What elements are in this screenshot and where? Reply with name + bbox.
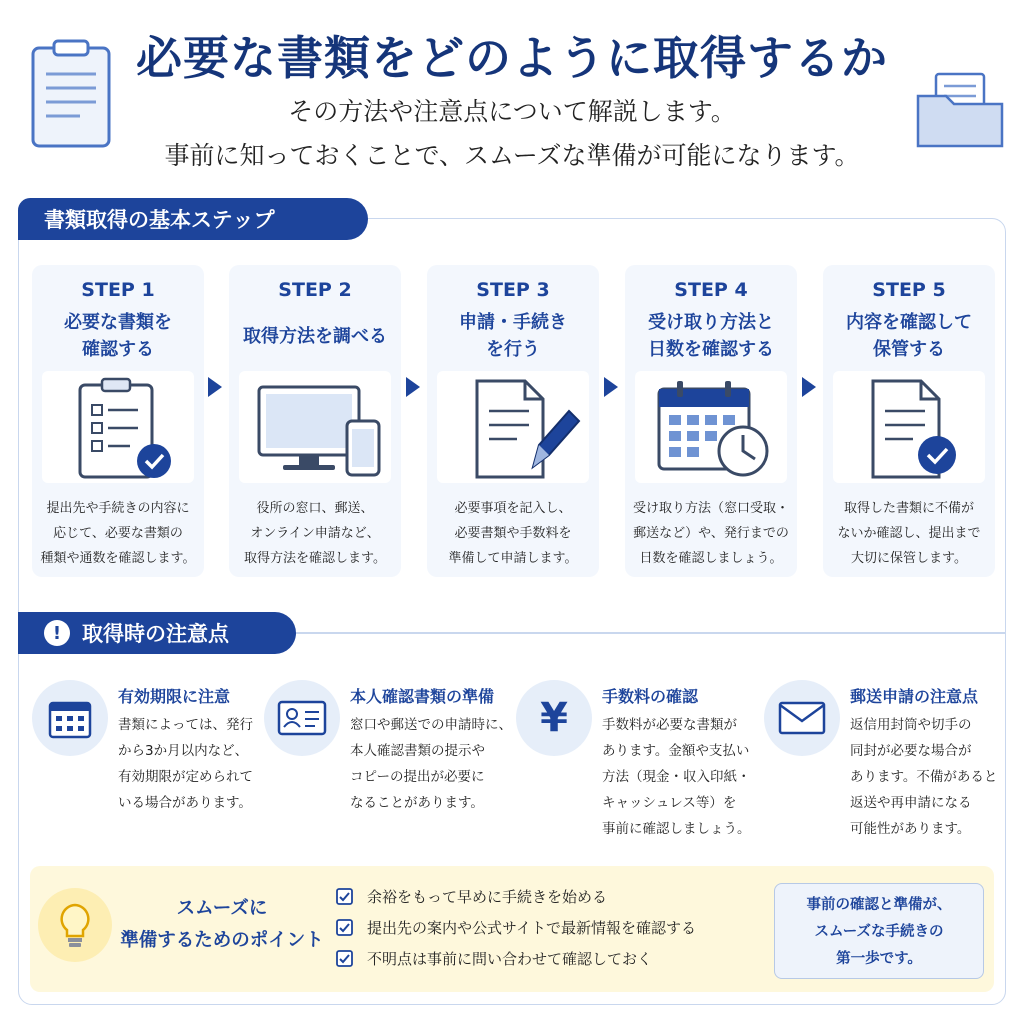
note-body: 返信用封筒や切手の 同封が必要な場合が あります。不備があると 返送や再申請になる 可能性があります。	[850, 717, 998, 837]
note-title: 有効期限に注意	[118, 687, 231, 706]
step-description: 取得した書類に不備が ないか確認し、提出まで 大切に保管します。	[837, 501, 981, 566]
clipboard-check-icon	[42, 371, 194, 483]
tips-title: スムーズに 準備するためのポイント	[120, 898, 324, 951]
monitor-phone-icon	[239, 371, 391, 483]
step-illustration	[833, 371, 985, 483]
step-title: 受け取り方法と 日数を確認する	[648, 312, 774, 360]
steps-section-heading: 書類取得の基本ステップ	[18, 198, 368, 240]
tip-item	[336, 948, 652, 969]
checkbox-check-icon	[336, 888, 353, 905]
step-title: 取得方法を調べる	[243, 326, 387, 347]
step-card-2	[229, 265, 401, 577]
note-title: 本人確認書類の準備	[350, 687, 495, 706]
tip-item	[336, 917, 696, 938]
checkbox-check-icon	[336, 950, 353, 967]
step-arrow-icon	[208, 377, 222, 397]
document-pen-icon	[437, 371, 589, 483]
step-arrow-icon	[406, 377, 420, 397]
step-label: STEP 3	[476, 279, 550, 301]
calendar-clock-icon	[635, 371, 787, 483]
step-label: STEP 1	[81, 279, 155, 301]
notes-heading-label: 取得時の注意点	[82, 622, 229, 646]
step-illustration	[437, 371, 589, 483]
note-title: 手数料の確認	[602, 687, 699, 706]
step-title: 内容を確認して 保管する	[846, 312, 972, 360]
step-label: STEP 5	[872, 279, 946, 301]
notes-section-heading	[18, 612, 296, 654]
step-illustration	[635, 371, 787, 483]
document-check-icon	[833, 371, 985, 483]
step-illustration	[42, 371, 194, 483]
tip-item	[336, 886, 607, 907]
page-subtitle-line2: 事前に知っておくことで、スムーズな準備が可能になります。	[164, 141, 860, 170]
checkbox-check-icon	[336, 919, 353, 936]
step-description: 必要事項を記入し、 必要書類や手数料を 準備して申請します。	[448, 501, 578, 566]
folder-documents-icon	[914, 70, 1006, 150]
yen-glyph: ¥	[540, 695, 568, 741]
note-body: 窓口や郵送での申請時に、 本人確認書類の提示や コピーの提出が必要に なることがあります。	[350, 717, 512, 811]
tip-text: 提出先の案内や公式サイトで最新情報を確認する	[367, 919, 696, 937]
step-arrow-icon	[802, 377, 816, 397]
step-label: STEP 4	[674, 279, 748, 301]
alert-icon: !	[44, 620, 70, 646]
header	[0, 0, 1024, 190]
id-card-icon	[264, 680, 340, 756]
step-card-1	[32, 265, 204, 577]
envelope-icon	[764, 680, 840, 756]
step-title: 申請・手続き を行う	[459, 312, 567, 360]
page-subtitle-line1: その方法や注意点について解説します。	[288, 97, 736, 126]
tip-text: 余裕をもって早めに手続きを始める	[367, 888, 608, 906]
tips-callout: 事前の確認と準備が、 スムーズな手続きの 第一歩です。	[774, 883, 984, 979]
step-label: STEP 2	[278, 279, 352, 301]
step-card-5	[823, 265, 995, 577]
calendar-icon	[32, 680, 108, 756]
page-title: 必要な書類をどのように取得するか	[136, 31, 888, 85]
lightbulb-icon	[38, 888, 112, 962]
step-card-3	[427, 265, 599, 577]
note-title: 郵送申請の注意点	[850, 687, 979, 706]
step-description: 役所の窓口、郵送、 オンライン申請など、 取得方法を確認します。	[244, 501, 386, 566]
yen-icon	[516, 680, 592, 756]
tip-text: 不明点は事前に問い合わせて確認しておく	[367, 950, 653, 968]
section-divider	[296, 632, 1006, 634]
step-description: 提出先や手続きの内容に 応じて、必要な書類の 種類や通数を確認します。	[40, 501, 196, 566]
step-title: 必要な書類を 確認する	[64, 312, 172, 360]
note-body: 書類によっては、発行 から3か月以内など、 有効期限が定められて いる場合があります。	[118, 717, 253, 811]
note-body: 手数料が必要な書類が あります。金額や支払い 方法（現金・収入印紙・ キャッシュレス等）を 事前に確認しましょう。	[602, 717, 751, 837]
step-arrow-icon	[604, 377, 618, 397]
step-description: 受け取り方法（窓口受取・ 郵送など）や、発行までの 日数を確認しましょう。	[632, 501, 789, 566]
step-illustration	[239, 371, 391, 483]
step-card-4	[625, 265, 797, 577]
